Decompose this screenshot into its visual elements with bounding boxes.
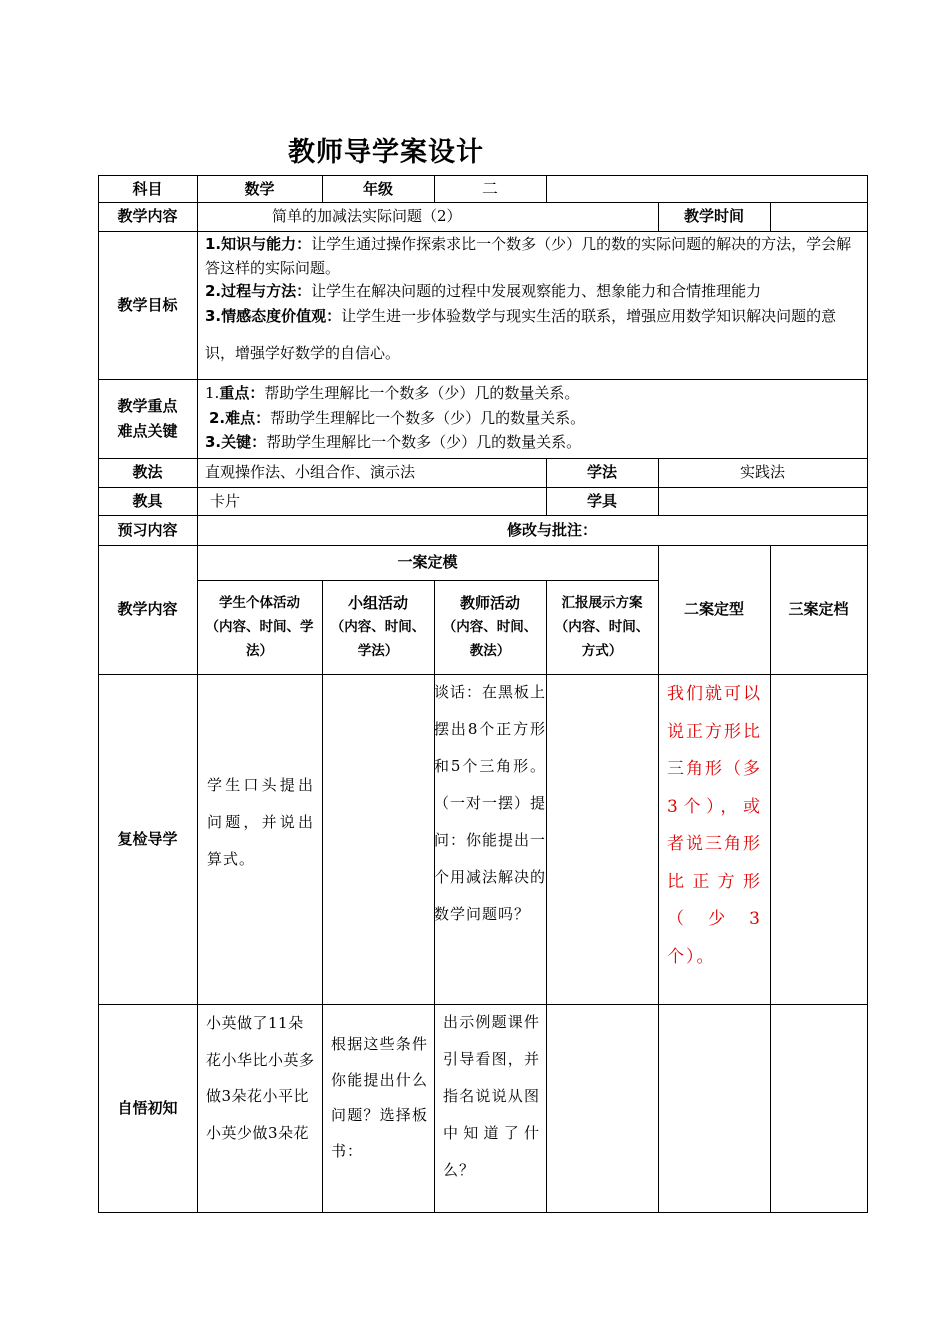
review-plan-two-note: 我们就可以说正方形比三角形（多3个），或者说三角形比正方形（少3个）。 [667, 684, 762, 967]
teach-method-value: 直观操作法、小组合作、演示法 [205, 463, 416, 481]
table-border-bottom [98, 1212, 868, 1213]
teach-method-label: 教法 [132, 463, 163, 482]
teacher-activity-header: 教师活动 （内容、时间、教法） [442, 594, 538, 659]
preview-label: 预习内容 [117, 520, 178, 539]
selflearn-label: 自悟初知 [117, 1098, 178, 1117]
learn-method-value: 实践法 [739, 463, 785, 482]
grade-label: 年级 [362, 179, 393, 198]
review-teacher-activity: 谈话：在黑板上摆出8个正方形和5个三角形。（一对一摆）提问：你能提出一个用减法解决的数学问题吗？ [434, 683, 547, 923]
col-divider [770, 202, 771, 232]
subject-label: 科目 [132, 179, 163, 198]
review-student-activity: 学生口头提出问题，并说出算式。 [207, 776, 314, 868]
goal-2-text: 让学生在解决问题的过程中发展观察能力、想象能力和合情推理能力 [311, 282, 762, 300]
review-label: 复检导学 [117, 829, 178, 848]
plan-three-header: 三案定档 [788, 600, 849, 619]
content-label: 教学内容 [117, 207, 178, 226]
goal-3-head: 3.情感态度价值观： [205, 306, 342, 325]
keypoints-label [98, 379, 197, 458]
selflearn-group-activity: 根据这些条件你能提出什么问题？选择板书： [331, 1035, 428, 1160]
student-activity-header: 学生个体活动 （内容、时间、学法） [205, 595, 314, 659]
keypoints-label-line1: 教学重点 [117, 396, 178, 415]
plan-one-header: 一案定模 [397, 553, 458, 572]
goal-1-text: 让学生通过操作探索求比一个数多（少）几的数的实际问题的解决的方法，学会解答这样的实际问题。 [205, 235, 852, 277]
learn-tools-label: 学具 [586, 491, 617, 510]
selflearn-student-activity: 小英做了11朵花小华比小英多做3朵花小平比小英少做3朵花 [206, 1014, 315, 1142]
col-divider [546, 175, 547, 203]
plan-content-label: 教学内容 [117, 600, 178, 619]
plan-two-header: 二案定型 [683, 600, 744, 619]
col-divider [546, 580, 547, 1213]
selflearn-teacher-activity: 出示例题课件引导看图，并指名说说从图中知道了什么？ [443, 1013, 540, 1179]
goal-3-text: 让学生进一步体验数学与现实生活的联系，增强应用数学知识解决问题的意识，增强学好数学的自信心。 [205, 306, 837, 362]
page-title: 教师导学案设计 [288, 137, 484, 168]
keypoint-3: 3.关键：帮助学生理解比一个数多（少）几的数量关系。 [205, 433, 582, 451]
keypoints-label-line2: 难点关键 [117, 421, 178, 440]
content-value: 简单的加减法实际问题（2） [272, 207, 462, 225]
subject-value: 数学 [244, 179, 275, 198]
teach-tools-value: 卡片 [210, 492, 241, 510]
keypoint-1: 1.重点：帮助学生理解比一个数多（少）几的数量关系。 [205, 384, 580, 402]
goal-2-head: 2.过程与方法： [205, 282, 312, 300]
goals-content [197, 231, 867, 379]
notes-label: 修改与批注： [506, 520, 597, 539]
grade-value: 二 [481, 179, 498, 198]
goal-1-head: 1.知识与能力： [205, 235, 312, 253]
keypoints-content [197, 379, 867, 458]
goal-1 [205, 233, 861, 280]
learn-method-label: 学法 [586, 463, 617, 482]
group-activity-header: 小组活动 （内容、时间、学法） [330, 594, 426, 659]
keypoint-2: 2.难点：帮助学生理解比一个数多（少）几的数量关系。 [209, 408, 586, 427]
report-plan-header: 汇报展示方案 （内容、时间、方式） [554, 595, 650, 659]
time-label: 教学时间 [683, 207, 744, 226]
goal-3 [205, 298, 861, 372]
teach-tools-label: 教具 [132, 491, 163, 510]
goals-label: 教学目标 [117, 295, 178, 314]
table-border-right [867, 175, 868, 1213]
